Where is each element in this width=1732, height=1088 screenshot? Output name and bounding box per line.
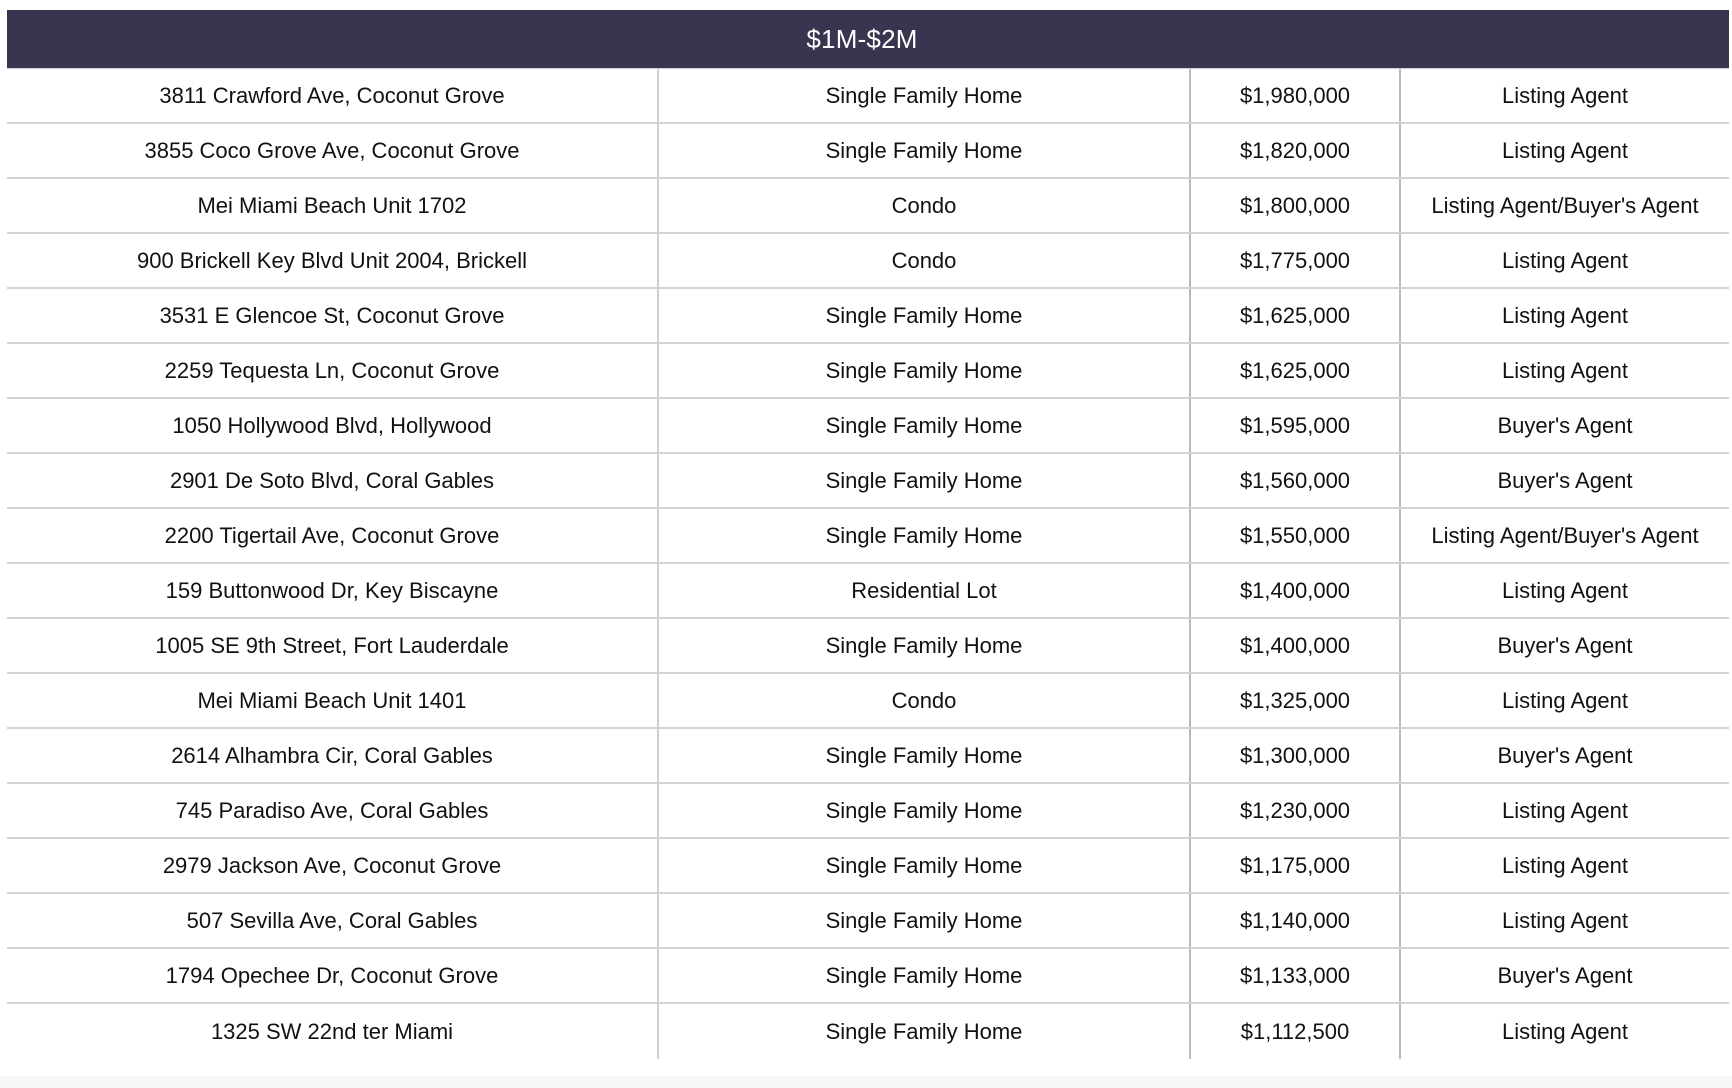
- price-cell: $1,133,000: [1191, 949, 1401, 1002]
- address-cell: 2614 Alhambra Cir, Coral Gables: [7, 729, 659, 782]
- table-row: [7, 454, 1729, 509]
- property-type-cell: Condo: [659, 234, 1191, 287]
- table-row: [7, 399, 1729, 454]
- table-row: [7, 729, 1729, 784]
- agent-role-cell: Listing Agent: [1502, 302, 1628, 328]
- price-cell: $1,400,000: [1191, 564, 1401, 617]
- table-row: [7, 949, 1729, 1004]
- address-cell: 1794 Opechee Dr, Coconut Grove: [7, 949, 659, 1002]
- property-type-cell: Single Family Home: [659, 1004, 1191, 1059]
- address-cell: 2901 De Soto Blvd, Coral Gables: [7, 454, 659, 507]
- price-range-header: [7, 10, 1729, 68]
- property-type-cell: Condo: [659, 179, 1191, 232]
- address-cell: 745 Paradiso Ave, Coral Gables: [7, 784, 659, 837]
- agent-role-cell: Listing Agent/Buyer's Agent: [1431, 192, 1699, 218]
- property-type-cell: Single Family Home: [659, 399, 1191, 452]
- address-cell: 2200 Tigertail Ave, Coconut Grove: [7, 509, 659, 562]
- agent-role-cell: Buyer's Agent: [1497, 467, 1633, 493]
- table-row: [7, 839, 1729, 894]
- table-row: [7, 179, 1729, 234]
- price-cell: $1,300,000: [1191, 729, 1401, 782]
- table-body: [7, 68, 1729, 1059]
- address-cell: 900 Brickell Key Blvd Unit 2004, Brickell: [7, 234, 659, 287]
- price-cell: $1,625,000: [1191, 344, 1401, 397]
- agent-role-cell: Buyer's Agent: [1497, 632, 1633, 658]
- agent-role-cell: Listing Agent: [1502, 852, 1628, 878]
- price-cell: $1,400,000: [1191, 619, 1401, 672]
- property-type-cell: Single Family Home: [659, 69, 1191, 122]
- address-cell: 2979 Jackson Ave, Coconut Grove: [7, 839, 659, 892]
- table-row: [7, 509, 1729, 564]
- property-type-cell: Residential Lot: [659, 564, 1191, 617]
- property-type-cell: Single Family Home: [659, 784, 1191, 837]
- agent-role-cell: Listing Agent/Buyer's Agent: [1431, 522, 1699, 548]
- price-cell: $1,112,500: [1191, 1004, 1401, 1059]
- address-cell: 159 Buttonwood Dr, Key Biscayne: [7, 564, 659, 617]
- agent-role-cell: Listing Agent: [1502, 797, 1628, 823]
- address-cell: 1325 SW 22nd ter Miami: [7, 1004, 659, 1059]
- address-cell: 3531 E Glencoe St, Coconut Grove: [7, 289, 659, 342]
- property-type-cell: Single Family Home: [659, 509, 1191, 562]
- property-type-cell: Single Family Home: [659, 949, 1191, 1002]
- price-cell: $1,140,000: [1191, 894, 1401, 947]
- property-type-cell: Single Family Home: [659, 124, 1191, 177]
- price-cell: $1,980,000: [1191, 69, 1401, 122]
- address-cell: 1005 SE 9th Street, Fort Lauderdale: [7, 619, 659, 672]
- agent-role-cell: Buyer's Agent: [1497, 742, 1633, 768]
- price-cell: $1,325,000: [1191, 674, 1401, 727]
- table-row: [7, 344, 1729, 399]
- agent-role-cell: Listing Agent: [1502, 82, 1628, 108]
- address-cell: Mei Miami Beach Unit 1401: [7, 674, 659, 727]
- address-cell: 2259 Tequesta Ln, Coconut Grove: [7, 344, 659, 397]
- table-row: [7, 564, 1729, 619]
- table-row: [7, 124, 1729, 179]
- price-cell: $1,800,000: [1191, 179, 1401, 232]
- address-cell: Mei Miami Beach Unit 1702: [7, 179, 659, 232]
- price-cell: $1,820,000: [1191, 124, 1401, 177]
- price-cell: $1,550,000: [1191, 509, 1401, 562]
- property-type-cell: Single Family Home: [659, 344, 1191, 397]
- property-type-cell: Single Family Home: [659, 729, 1191, 782]
- agent-role-cell: Buyer's Agent: [1497, 412, 1633, 438]
- agent-role-cell: Listing Agent: [1502, 687, 1628, 713]
- property-type-cell: Single Family Home: [659, 619, 1191, 672]
- table-row: [7, 1004, 1729, 1059]
- agent-role-cell: Listing Agent: [1502, 357, 1628, 383]
- table-row: [7, 894, 1729, 949]
- agent-role-cell: Listing Agent: [1502, 907, 1628, 933]
- address-cell: 507 Sevilla Ave, Coral Gables: [7, 894, 659, 947]
- bottom-page-edge: [0, 1076, 1732, 1088]
- price-cell: $1,230,000: [1191, 784, 1401, 837]
- sales-table: [7, 10, 1729, 1059]
- property-type-cell: Single Family Home: [659, 289, 1191, 342]
- agent-role-cell: Listing Agent: [1502, 247, 1628, 273]
- agent-role-cell: Listing Agent: [1502, 137, 1628, 163]
- table-row: [7, 674, 1729, 729]
- price-range-title: $1M-$2M: [806, 23, 918, 54]
- address-cell: 3855 Coco Grove Ave, Coconut Grove: [7, 124, 659, 177]
- agent-role-cell: Listing Agent: [1502, 1018, 1628, 1044]
- table-row: [7, 234, 1729, 289]
- table-row: [7, 69, 1729, 124]
- price-cell: $1,560,000: [1191, 454, 1401, 507]
- table-row: [7, 784, 1729, 839]
- price-cell: $1,595,000: [1191, 399, 1401, 452]
- agent-role-cell: Buyer's Agent: [1497, 962, 1633, 988]
- table-row: [7, 289, 1729, 344]
- property-type-cell: Condo: [659, 674, 1191, 727]
- price-cell: $1,625,000: [1191, 289, 1401, 342]
- property-type-cell: Single Family Home: [659, 454, 1191, 507]
- agent-role-cell: Listing Agent: [1502, 577, 1628, 603]
- address-cell: 3811 Crawford Ave, Coconut Grove: [7, 69, 659, 122]
- property-type-cell: Single Family Home: [659, 839, 1191, 892]
- price-cell: $1,775,000: [1191, 234, 1401, 287]
- price-cell: $1,175,000: [1191, 839, 1401, 892]
- property-type-cell: Single Family Home: [659, 894, 1191, 947]
- address-cell: 1050 Hollywood Blvd, Hollywood: [7, 399, 659, 452]
- table-row: [7, 619, 1729, 674]
